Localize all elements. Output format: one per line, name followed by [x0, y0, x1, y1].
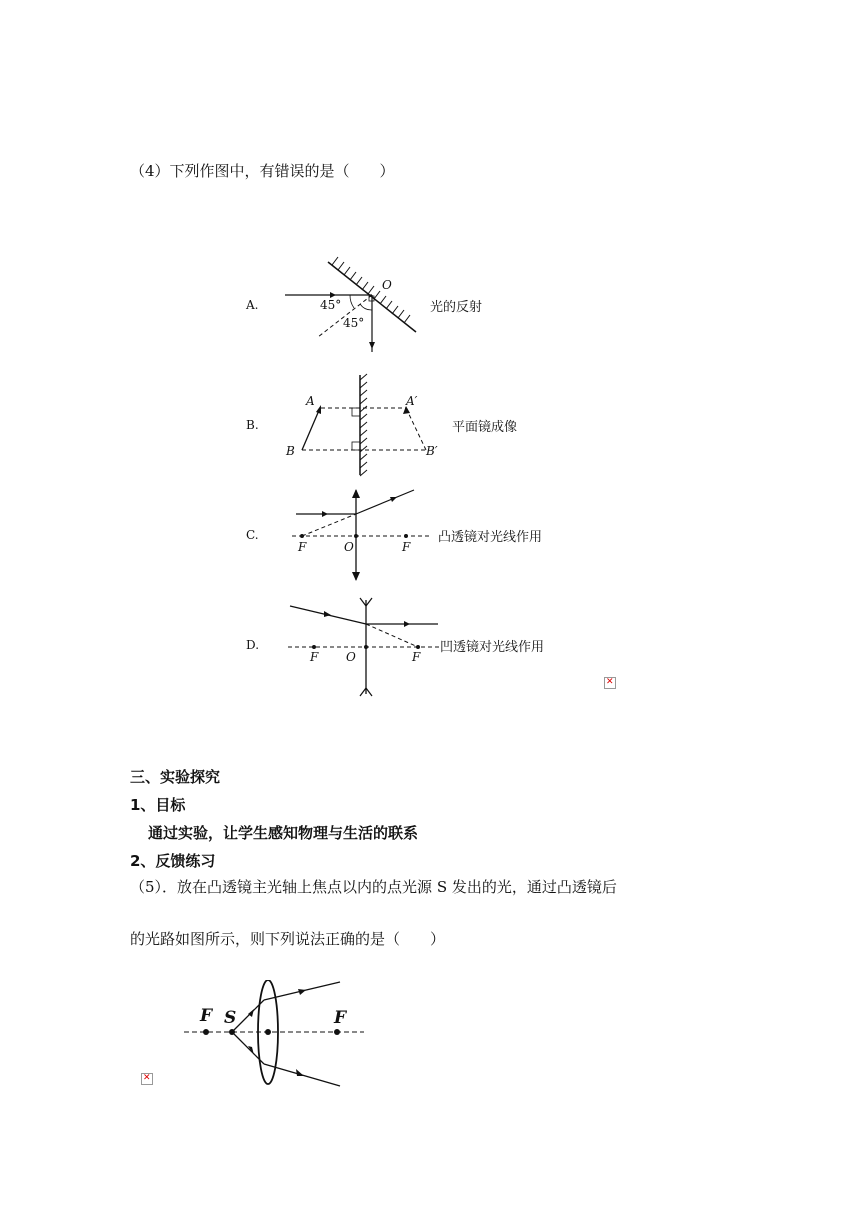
broken-image-icon [604, 677, 616, 689]
question-5-line-2: 的光路如图所示，则下列说法正确的是（ ） [130, 930, 446, 948]
label-point-o: O [382, 278, 392, 292]
label-q5-f2: F [334, 1008, 347, 1028]
option-a-caption: 光的反射 [430, 300, 483, 315]
figure-c-convex-lens [280, 486, 440, 584]
angle-label-1: 45° [320, 298, 342, 312]
broken-image-icon-2 [141, 1073, 153, 1085]
figure-q5-convex-lens [180, 980, 370, 1100]
label-b: B [286, 444, 295, 458]
practice-heading: 2、反馈练习 [130, 852, 216, 870]
option-c-caption: 凸透镜对光线作用 [438, 530, 543, 545]
label-d-o: O [346, 650, 356, 664]
label-b-prime: B′ [426, 444, 438, 458]
question-4-text: （4）下列作图中，有错误的是（ ） [130, 162, 395, 180]
section-3-title: 三、实验探究 [130, 768, 221, 786]
question-5-line-1: （5）．放在凸透镜主光轴上焦点以内的点光源 S 发出的光，通过凸透镜后 [130, 878, 617, 896]
option-c-letter: C. [246, 528, 259, 542]
label-d-f1: F [310, 650, 319, 664]
angle-label-2: 45° [343, 316, 365, 330]
figure-b-plane-mirror [280, 370, 440, 480]
option-d-caption: 凹透镜对光线作用 [440, 640, 545, 655]
label-a-prime: A′ [406, 394, 418, 408]
label-a: A [306, 394, 315, 408]
option-b-caption: 平面镜成像 [452, 420, 518, 435]
figure-d-concave-lens [280, 594, 445, 700]
label-d-f2: F [412, 650, 421, 664]
goal-heading: 1、目标 [130, 796, 186, 814]
option-b-letter: B. [246, 418, 259, 432]
label-q5-s: S [224, 1008, 237, 1028]
goal-text: 通过实验，让学生感知物理与生活的联系 [148, 824, 419, 842]
label-c-f1: F [298, 540, 307, 554]
label-q5-f1: F [200, 1006, 213, 1026]
option-d-letter: D. [246, 638, 260, 652]
option-a-letter: A. [246, 298, 259, 312]
figure-a-reflection [280, 252, 440, 357]
label-c-f2: F [402, 540, 411, 554]
label-c-o: O [344, 540, 354, 554]
